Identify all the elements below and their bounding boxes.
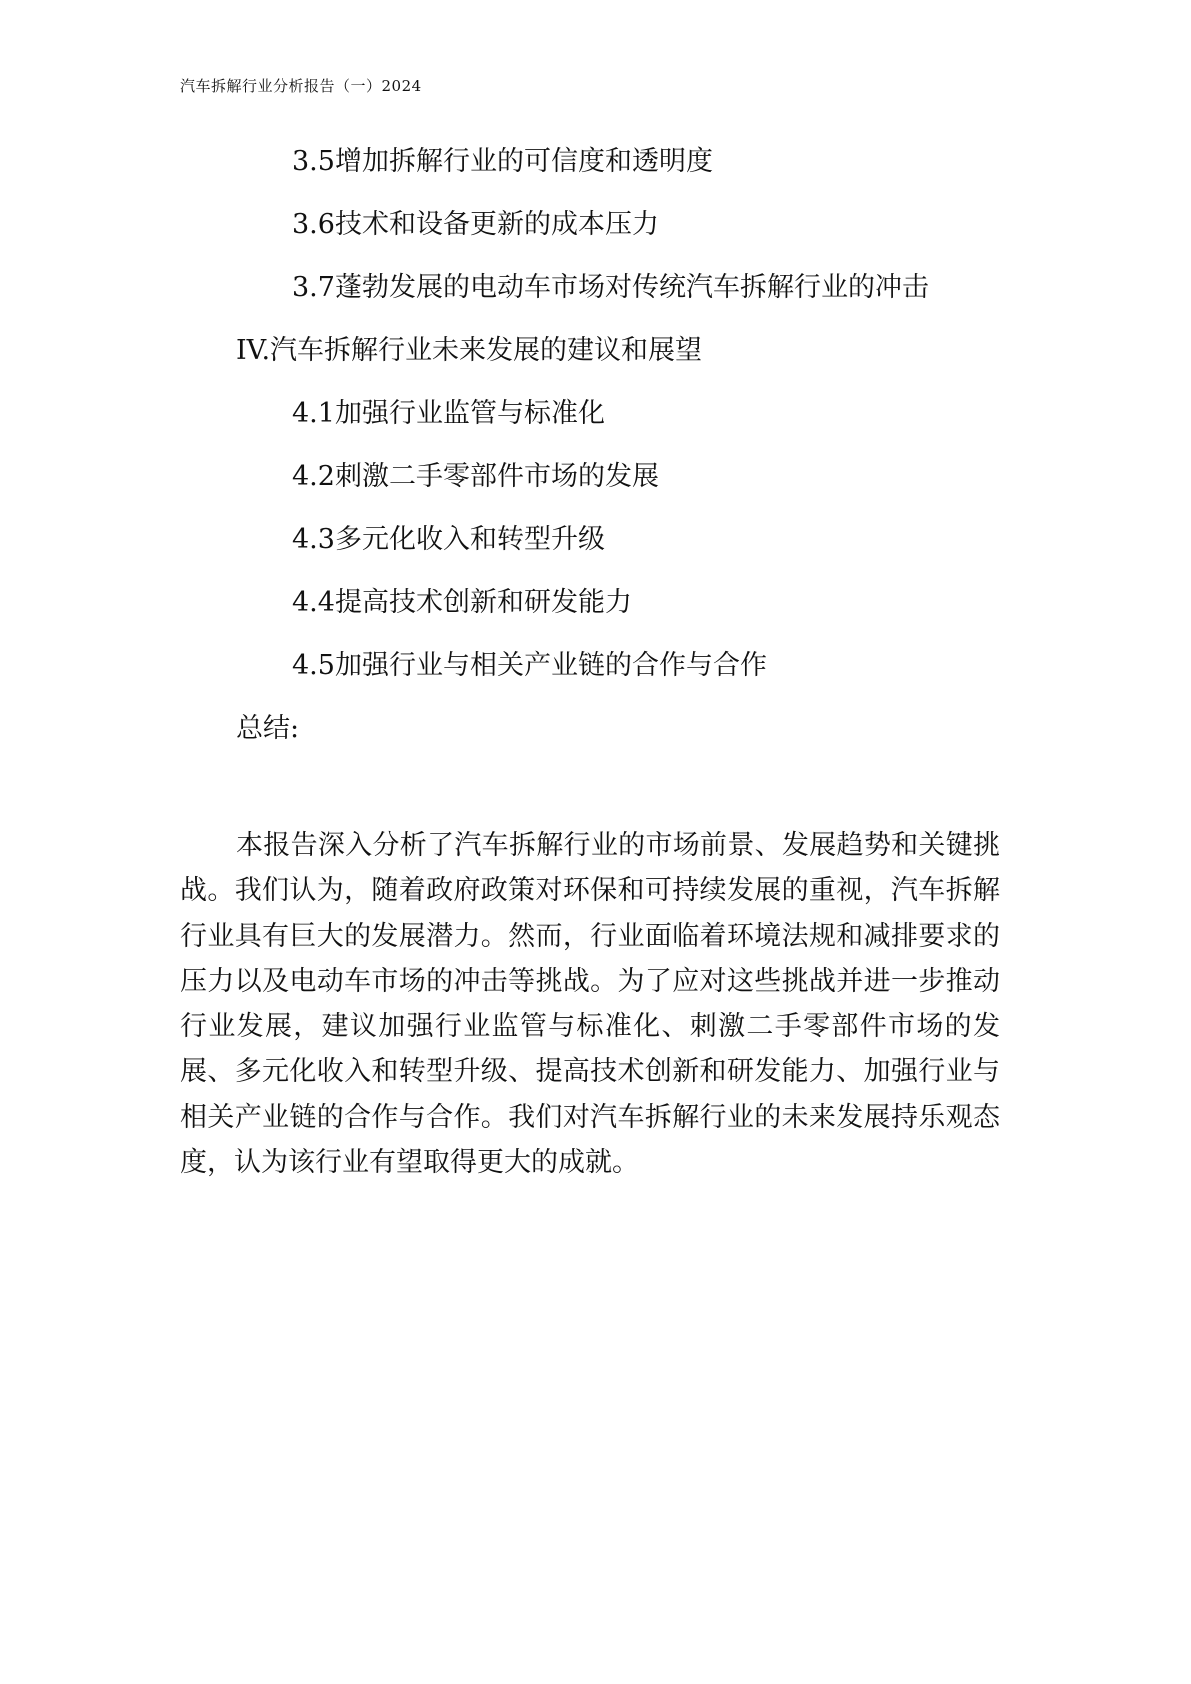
outline-item-3-6: 3.6技术和设备更新的成本压力 (292, 209, 659, 240)
outline-item-4-4: 4.4提高技术创新和研发能力 (292, 587, 632, 618)
outline-item-4-3: 4.3多元化收入和转型升级 (292, 524, 605, 555)
summary-paragraph: 本报告深入分析了汽车拆解行业的市场前景、发展趋势和关键挑战。我们认为，随着政府政策对环保和可持续发展的重视，汽车拆解行业具有巨大的发展潜力。然而，行业面临着环境法规和减排要求的压力以及电动车市场的冲击等挑战。为了应对这些挑战并进一步推动行业发展，建议加强行业监管与标准化、刺激二手零部件市场的发展、多元化收入和转型升级、提高技术创新和研发能力、加强行业与相关产业链的合作与合作。我们对汽车拆解行业的未来发展持乐观态度，认为该行业有望取得更大的成就。 (180, 830, 1000, 1179)
summary-label: 总结: (236, 713, 300, 744)
outline-item-4-1: 4.1加强行业监管与标准化 (292, 398, 605, 429)
outline-item-4-5: 4.5加强行业与相关产业链的合作与合作 (292, 650, 767, 681)
outline-item-3-5: 3.5增加拆解行业的可信度和透明度 (292, 146, 713, 177)
outline-item-3-7: 3.7蓬勃发展的电动车市场对传统汽车拆解行业的冲击 (292, 272, 929, 303)
section-heading-iv: IV.汽车拆解行业未来发展的建议和展望 (236, 335, 703, 366)
page-header: 汽车拆解行业分析报告（一）2024 (180, 77, 422, 95)
outline-item-4-2: 4.2刺激二手零部件市场的发展 (292, 461, 659, 492)
